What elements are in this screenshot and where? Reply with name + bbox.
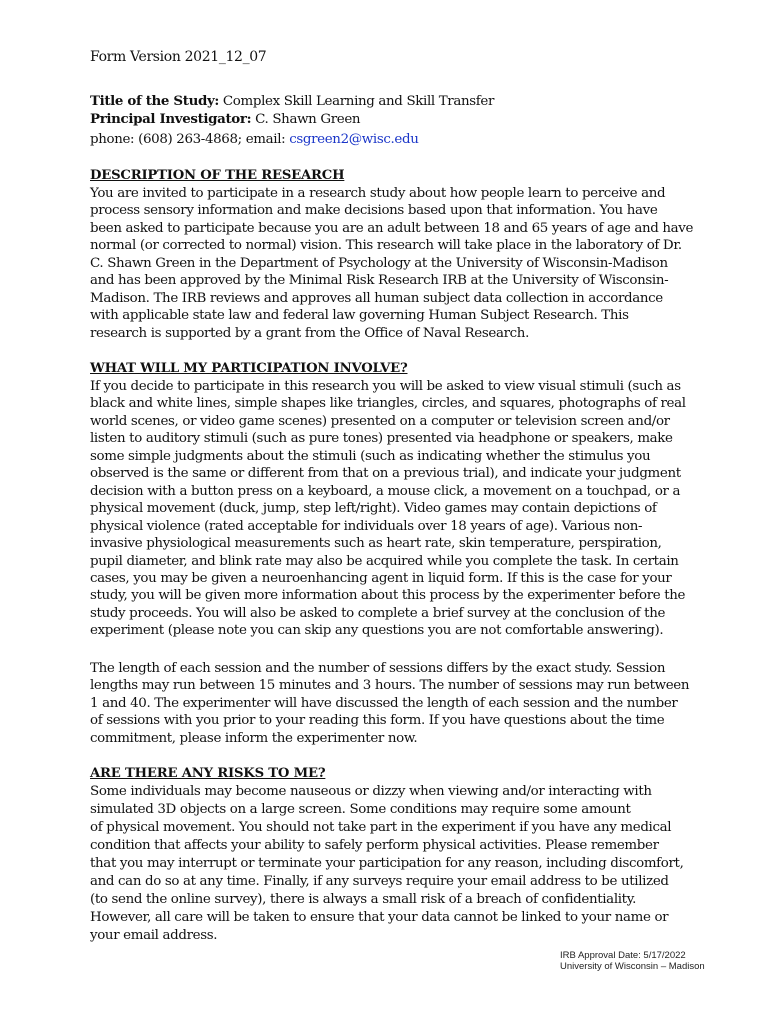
text-line: your email address. [90,928,218,943]
text-line: invasive physiological measurements such as heart rate, skin temperature, perspiration, [90,536,662,552]
text-line: However, all care will be taken to ensure that your data cannot be linked to your name or [90,910,669,925]
text-line: pupil diameter, and blink rate may also be acquired while you complete the task. In certain [90,553,679,569]
text-line: some simple judgments about the stimuli (such as indicating whether the stimulus you [90,448,651,464]
text-line: You are invited to participate in a research study about how people learn to perceive and [90,186,666,201]
text-line: and can do so at any time. Finally, if any surveys require your email address to be utilized [90,874,669,889]
text-line: process sensory information and make decisions based upon that information. You have [90,203,658,219]
text-line: physical violence (rated acceptable for individuals over 18 years of age). Various non- [90,518,643,534]
text-line: of sessions with you prior to your reading this form. If you have questions about the time [90,713,665,729]
text-line: condition that affects your ability to safely perform physical activities. Please remember [90,838,659,853]
text-line: Madison. The IRB reviews and approves all human subject data collection in accordance [90,290,663,306]
text-line: experiment (please note you can skip any questions you are not comfortable answering). [90,623,664,639]
text-line: If you decide to participate in this research you will be asked to view visual stimuli (such as [90,379,681,394]
text-line: observed is the same or different from that on a previous trial), and indicate your judgment [90,466,681,482]
text-line: (to send the online survey), there is always a small risk of a breach of confidentiality. [90,892,637,907]
text-line: been asked to participate because you are an adult between 18 and 65 years of age and have [90,220,694,236]
text-line: commitment, please inform the experimenter now. [90,730,418,746]
text-line: decision with a button press on a keyboard, a mouse click, a movement on a touchpad, or a [90,483,681,499]
text-line: The length of each session and the number of sessions differs by the exact study. Session [90,661,666,676]
pi-value: C. Shawn Green [251,112,361,127]
form-version: Form Version 2021_12_07 [90,49,267,65]
text-line: lengths may run between 15 minutes and 3 hours. The number of sessions may run between [90,678,690,694]
description-heading: DESCRIPTION OF THE RESEARCH [90,168,345,183]
text-line: physical movement (duck, jump, step left/right). Video games may contain depictions of [90,501,657,517]
text-line: normal (or corrected to normal) vision. This research will take place in the laboratory of Dr. [90,238,682,254]
text-line: C. Shawn Green in the Department of Psychology at the University of Wisconsin-Madison [90,255,668,271]
study-title-line [90,93,494,110]
text-line: cases, you may be given a neuroenhancing agent in liquid form. If this is the case for your [90,570,672,586]
participation-heading: WHAT WILL MY PARTICIPATION INVOLVE? [90,361,408,376]
study-title-label: Title of the Study: [90,93,219,109]
risks-heading: ARE THERE ANY RISKS TO ME? [90,766,326,781]
text-line: of physical movement. You should not take part in the experiment if you have any medical [90,820,672,835]
study-title-value: Complex Skill Learning and Skill Transfer [219,94,495,109]
contact-line [90,131,419,148]
contact-prefix: phone: (608) 263-4868; email: [90,132,290,147]
pi-line [90,111,360,128]
irb-approval-date: IRB Approval Date: 5/17/2022 [560,950,686,961]
text-line: 1 and 40. The experimenter will have discussed the length of each session and the number [90,695,678,711]
pi-label: Principal Investigator: [90,111,252,127]
email-link[interactable]: csgreen2@wisc.edu [289,132,419,147]
text-line: that you may interrupt or terminate your participation for any reason, including discomfort, [90,856,684,871]
text-line: with applicable state law and federal law governing Human Subject Research. This [90,308,629,324]
text-line: study, you will be given more information about this process by the experimenter before the [90,588,686,604]
text-line: and has been approved by the Minimal Risk Research IRB at the University of Wisconsin- [90,273,669,289]
irb-institution: University of Wisconsin – Madison [560,961,705,972]
text-line: black and white lines, simple shapes like triangles, circles, and squares, photographs of real [90,396,686,412]
text-line: research is supported by a grant from the Office of Naval Research. [90,325,529,341]
text-line: listen to auditory stimuli (such as pure tones) presented via headphone or speakers, make [90,431,673,447]
text-line: Some individuals may become nauseous or dizzy when viewing and/or interacting with [90,784,652,799]
text-line: world scenes, or video game scenes) presented on a computer or television screen and/or [90,413,670,429]
text-line: simulated 3D objects on a large screen. Some conditions may require some amount [90,802,631,817]
text-line: study proceeds. You will also be asked to complete a brief survey at the conclusion of the [90,605,666,621]
